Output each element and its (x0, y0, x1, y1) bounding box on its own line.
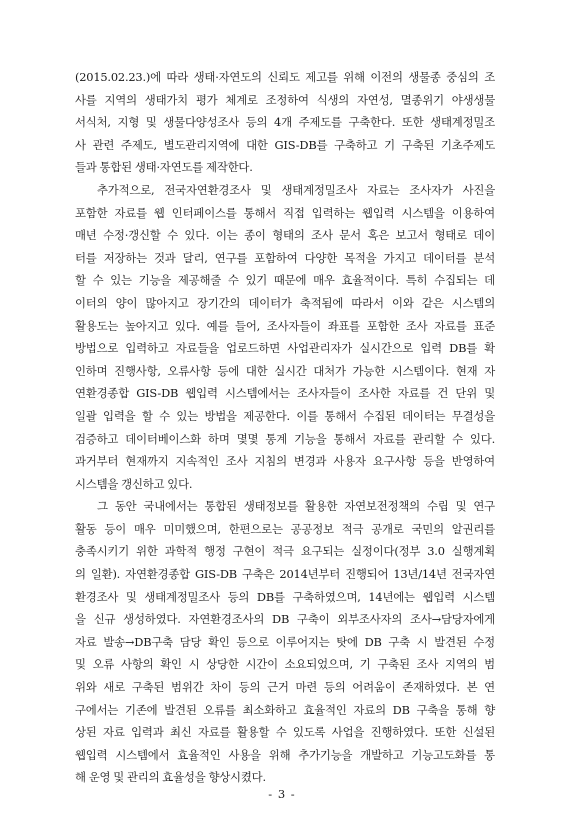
text-line: (2015.02.23.)에 따라 생태·자연도의 신뢰도 제고를 위해 이전의 생물종 중심의 조 (75, 70, 495, 84)
text-line: 과거부터 현재까지 지속적인 조사 지침의 변경과 사용자 요구사항 등을 반영하여 (75, 454, 495, 469)
text-line: 구에서는 기존에 발견된 오류를 최소화하고 효율적인 자료의 DB 구축을 통해 향 (75, 702, 495, 717)
text-line: 을 신규 생성하였다. 자연환경조사의 DB 구축이 외부조사자의 조사→담당자에게 (75, 612, 495, 627)
text-line: 할 수 있는 기능을 제공해줄 수 있기 때문에 매우 효율적이다. 특히 수집되는 데 (75, 273, 495, 288)
text-line: 서식처, 지형 및 생물다양성조사 등의 4개 주제도를 구축한다. 또한 생태계정밀조 (75, 115, 495, 130)
paragraph-2 (75, 179, 495, 495)
text-line: 인하며 진행사항, 오류사항 등에 대한 실시간 대처가 가능한 시스템이다. 현재 자 (75, 363, 495, 378)
text-line: 들과 통합된 생태·자연도를 제작한다. (75, 160, 253, 175)
text-line: 사 관련 주제도, 별도관리지역에 대한 GIS-DB를 구축하고 기 구축된 기초주제도 (75, 137, 495, 152)
paragraph-3 (75, 495, 495, 789)
text-line: 매년 수정·갱신할 수 있다. 이는 종이 형태의 조사 문서 혹은 보고서 형태로 데이 (75, 228, 495, 243)
text-line: 터를 저장하는 것과 달리, 연구를 포함하여 다양한 목적을 가지고 데이터를 분석 (75, 250, 495, 265)
text-line: 연환경종합 GIS-DB 웹입력 시스템에서는 조사자들이 조사한 자료를 건 단위 및 (75, 386, 495, 401)
text-line: 환경조사 및 생태계정밀조사 등의 DB를 구축하였으며, 14년에는 웹입력 시스템 (75, 589, 495, 604)
text-line: 자료 발송→DB구축 담당 확인 등으로 이루어지는 탓에 DB 구축 시 발견된 수정 (75, 634, 495, 649)
text-line: 상된 자료 입력과 최신 자료를 활용할 수 있도록 사업을 진행하였다. 또한 신설된 (75, 725, 495, 740)
text-line: 포함한 자료를 웹 인터페이스를 통해서 직접 입력하는 웹입력 시스템을 이용하여 (75, 205, 495, 220)
text-line: 일괄 입력을 할 수 있는 방법을 제공한다. 이를 통해서 수집된 데이터는 무결성을 (75, 408, 495, 423)
text-line: 충족시키기 위한 과학적 행정 구현이 적극 요구되는 실정이다(정부 3.0 실행계획 (75, 544, 495, 559)
text-line: 활용도는 높아지고 있다. 예를 들어, 조사자들이 좌표를 포함한 조사 자료를 표준 (75, 318, 495, 333)
text-line: 사를 지역의 생태가치 평가 체계로 조정하여 식생의 자연성, 멸종위기 야생생물 (75, 92, 495, 107)
document-body (75, 66, 495, 789)
text-line: 추가적으로, 전국자연환경조사 및 생태계정밀조사 자료는 조사자가 사진을 (97, 182, 495, 197)
text-line: 및 오류 사항의 확인 시 상당한 시간이 소요되었으며, 기 구축된 조사 지역의 범 (75, 657, 495, 672)
text-line: 방법으로 입력하고 자료들을 업로드하면 사업관리자가 실시간으로 입력 DB를 확 (75, 341, 495, 356)
text-line: 시스템을 갱신하고 있다. (75, 476, 193, 491)
text-line: 의 일환). 자연환경종합 GIS-DB 구축은 2014년부터 진행되어 13년/14년 전국자연 (75, 567, 495, 582)
text-line: 활동 등이 매우 미미했으며, 한편으로는 공공정보 적극 공개로 국민의 알권리를 (75, 521, 495, 536)
text-line: 해 운영 및 관리의 효율성을 향상시켰다. (75, 770, 266, 785)
text-line: 위와 새로 구축된 범위간 차이 등의 근거 마련 등의 어려움이 존재하였다. 본 연 (75, 680, 495, 695)
text-line: 웹입력 시스템에서 효율적인 사용을 위해 추가기능을 개발하고 기능고도화를 통 (75, 747, 495, 762)
paragraph-1 (75, 66, 495, 179)
page-number: - 3 - (268, 787, 296, 801)
text-line: 이터의 양이 많아지고 장기간의 데이터가 축적됨에 따라서 이와 같은 시스템의 (75, 295, 495, 310)
text-line: 검증하고 데이터베이스화 하며 몇몇 통계 기능을 통해서 자료를 관리할 수 있다. (75, 431, 495, 446)
text-line: 그 동안 국내에서는 통합된 생태정보를 활용한 자연보전정책의 수립 및 연구 (97, 499, 495, 514)
